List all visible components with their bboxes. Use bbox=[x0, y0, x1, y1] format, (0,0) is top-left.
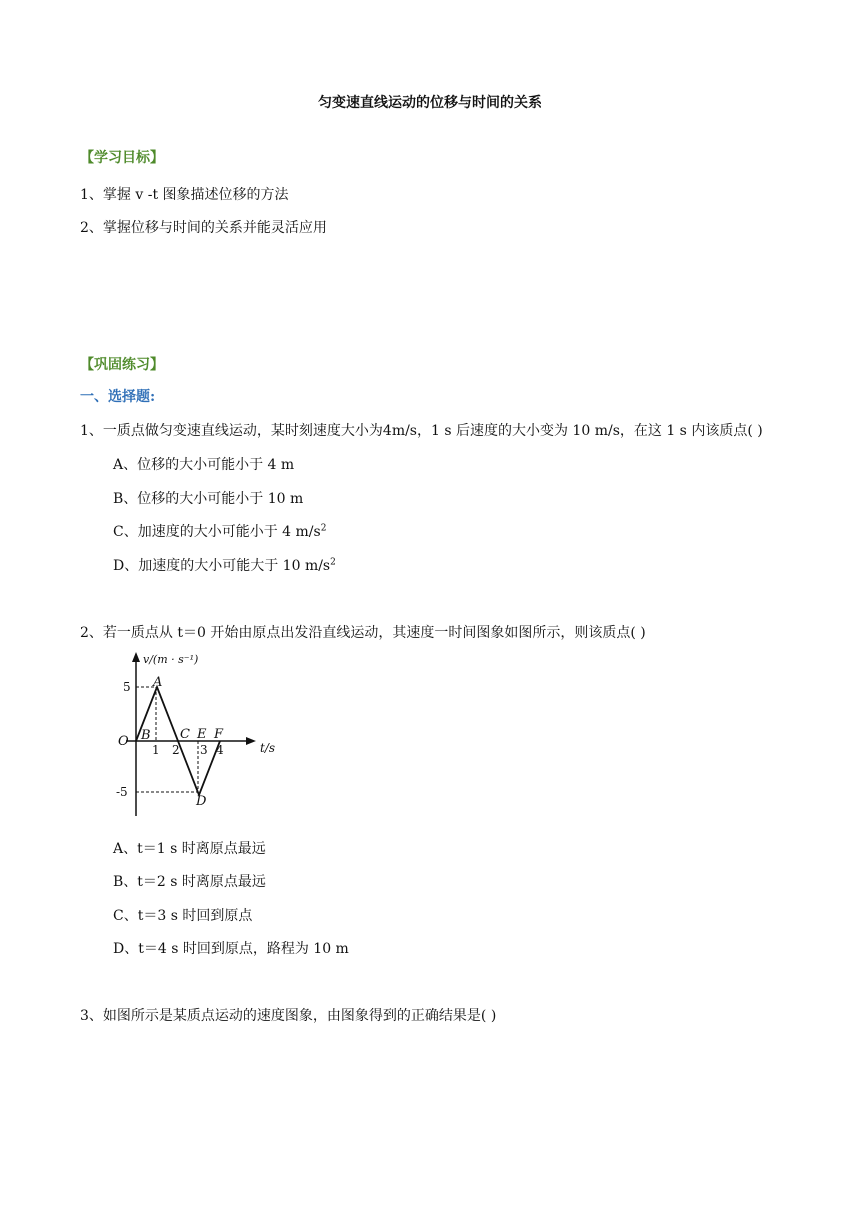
x-axis-arrow bbox=[246, 737, 256, 745]
question-1-stem: 1、一质点做匀变速直线运动，某时刻速度大小为4m/s，1 s 后速度的大小变为 10 m/s，在这 1 s 内该质点( ) bbox=[80, 423, 763, 439]
objective-item-2: 2、掌握位移与时间的关系并能灵活应用 bbox=[80, 220, 327, 236]
question-1-option-a: A、位移的大小可能小于 4 m bbox=[113, 457, 295, 473]
x-tick-1: 1 bbox=[152, 743, 160, 757]
question-2-option-a: A、t＝1 s 时离原点最远 bbox=[113, 841, 266, 857]
point-e-label: E bbox=[197, 727, 207, 742]
y-tick-neg5: -5 bbox=[116, 785, 128, 799]
question-2-option-b: B、t＝2 s 时离原点最远 bbox=[113, 874, 266, 890]
superscript-2: 2 bbox=[320, 523, 327, 534]
question-1-option-c bbox=[113, 521, 326, 541]
x-tick-3: 3 bbox=[200, 743, 208, 757]
x-tick-2: 2 bbox=[172, 743, 180, 757]
practice-heading: 【巩固练习】 bbox=[80, 357, 164, 373]
question-2-stem: 2、若一质点从 t＝0 开始由原点出发沿直线运动，其速度一时间图象如图所示，则该质点( ) bbox=[80, 625, 646, 641]
question-1-option-c-text: C、加速度的大小可能小于 4 m/s bbox=[113, 524, 321, 540]
point-f-label: F bbox=[214, 727, 224, 742]
objective-item-1: 1、掌握 v -t 图象描述位移的方法 bbox=[80, 187, 289, 203]
y-tick-5: 5 bbox=[123, 680, 131, 694]
question-3-stem: 3、如图所示是某质点运动的速度图象，由图象得到的正确结果是( ) bbox=[80, 1008, 497, 1024]
x-tick-4: 4 bbox=[216, 743, 224, 757]
part1-heading: 一、选择题: bbox=[80, 389, 156, 405]
velocity-time-chart bbox=[110, 650, 290, 820]
question-2-option-d: D、t＝4 s 时回到原点，路程为 10 m bbox=[113, 941, 349, 957]
x-axis-label: t/s bbox=[260, 741, 276, 755]
document-title: 匀变速直线运动的位移与时间的关系 bbox=[318, 95, 542, 111]
superscript-2: 2 bbox=[330, 557, 336, 568]
question-2-option-c: C、t＝3 s 时回到原点 bbox=[113, 908, 253, 924]
point-b-label: B bbox=[141, 728, 151, 743]
question-1-option-d bbox=[113, 555, 336, 575]
y-axis-arrow bbox=[132, 652, 140, 662]
objectives-heading: 【学习目标】 bbox=[80, 150, 164, 166]
y-axis-label: v/(m · s⁻¹) bbox=[143, 653, 199, 666]
point-a-label: A bbox=[153, 675, 163, 690]
question-1-option-d-text: D、加速度的大小可能大于 10 m/s bbox=[113, 558, 331, 574]
origin-label: O bbox=[118, 734, 129, 749]
point-d-label: D bbox=[196, 794, 207, 809]
point-c-label: C bbox=[180, 727, 190, 742]
question-1-option-b: B、位移的大小可能小于 10 m bbox=[113, 491, 304, 507]
